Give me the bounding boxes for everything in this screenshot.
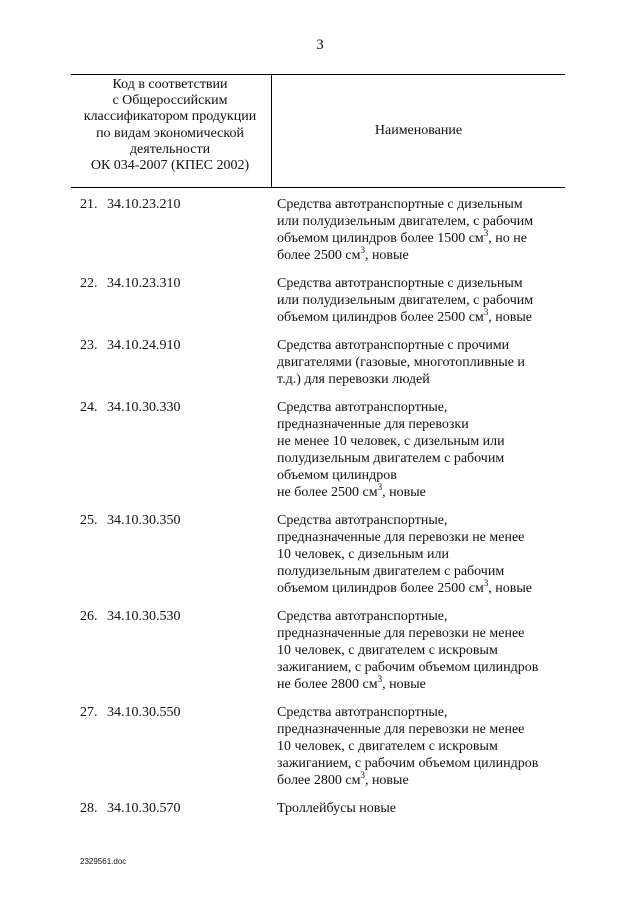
table-row (0, 399, 640, 501)
name-text: , новые (488, 581, 533, 596)
name-text: Средства автотранспортные, предназначенные для перевозки не менее 10 человек, с двигателем с искровым зажиганием, с рабочим объемом цилиндров более 2800 см (277, 705, 539, 788)
row-number: 23. (80, 338, 98, 353)
row-code: 34.10.30.350 (107, 513, 181, 528)
table-row (0, 608, 640, 693)
name-text: Средства автотранспортные с прочими двигателями (газовые, многотопливные и т.д.) для перевозки людей (277, 338, 525, 387)
row-number: 21. (80, 197, 98, 212)
row-code: 34.10.24.910 (107, 338, 181, 353)
name-text: Средства автотранспортные, предназначенные для перевозки не менее 10 человек, с двигателем с искровым зажиганием, с рабочим объемом цилиндров не более 2800 см (277, 609, 539, 692)
rows-list (0, 196, 640, 828)
row-code: 34.10.30.530 (107, 609, 181, 624)
header-code-line: с Общероссийским (112, 93, 228, 109)
header-code-line: по видам экономической (96, 125, 244, 141)
page-number: 3 (316, 37, 324, 53)
row-number: 27. (80, 705, 98, 720)
footer-filename: 2329561.doc (80, 857, 127, 866)
table-row (0, 512, 640, 597)
name-text: Средства автотранспортные с дизельным или полудизельным двигателем, с рабочим объемом цилиндров более 2500 см (277, 276, 534, 325)
superscript: 3 (377, 482, 383, 492)
superscript: 3 (360, 770, 365, 780)
name-text: Средства автотранспортные с дизельным или полудизельным двигателем, с рабочим объемом цилиндров более 1500 см (277, 197, 534, 246)
row-name (277, 800, 567, 817)
header-code-line: деятельности (129, 141, 211, 157)
row-code: 34.10.30.330 (107, 400, 181, 415)
row-name (277, 275, 567, 326)
superscript: 3 (360, 245, 365, 255)
row-name (277, 337, 567, 388)
name-text: , новые (382, 677, 426, 692)
name-text: Троллейбусы новые (277, 801, 396, 816)
table-row (0, 196, 640, 264)
row-code: 34.10.30.570 (107, 801, 181, 816)
table-row (0, 800, 640, 817)
row-name (277, 196, 567, 264)
header-code-line: ОК 034-2007 (КПЕС 2002) (90, 158, 250, 174)
row-number: 22. (80, 276, 98, 291)
superscript: 3 (377, 674, 383, 684)
table-row (0, 337, 640, 388)
header-code-line: классификатором продукции (83, 109, 257, 125)
table-row (0, 704, 640, 789)
row-code: 34.10.23.210 (107, 197, 181, 212)
header-code-line: Код в соответствии (112, 77, 228, 92)
row-code: 34.10.30.550 (107, 705, 181, 720)
row-code: 34.10.23.310 (107, 276, 181, 291)
row-number: 26. (80, 609, 98, 624)
row-number: 25. (80, 513, 98, 528)
name-text: Средства автотранспортные, предназначенные для перевозки не менее 10 человек, с дизельным или полудизельным двигателем с рабочим объемом цилиндров более 2500 см (277, 513, 525, 596)
superscript: 3 (483, 228, 489, 238)
header-name-label: Наименование (374, 123, 463, 138)
name-text: , новые (382, 485, 426, 500)
row-name (277, 399, 567, 501)
header-name-column (272, 75, 565, 187)
header-code-column (71, 77, 269, 174)
table-row (0, 275, 640, 326)
row-name (277, 608, 567, 693)
name-text: , новые (488, 310, 533, 325)
row-number: 28. (80, 801, 98, 816)
name-text: , новые (364, 248, 409, 263)
name-text: , но не более 2500 см (277, 231, 527, 263)
name-text: , новые (364, 773, 409, 788)
superscript: 3 (483, 307, 489, 317)
row-name (277, 512, 567, 597)
superscript: 3 (483, 578, 489, 588)
table-header (71, 74, 565, 188)
row-number: 24. (80, 400, 98, 415)
row-name (277, 704, 567, 789)
name-text: Средства автотранспортные, предназначенные для перевозки не менее 10 человек, с дизельным или полудизельным двигателем с рабочим объемом цилиндров не более 2500 см (277, 400, 505, 500)
